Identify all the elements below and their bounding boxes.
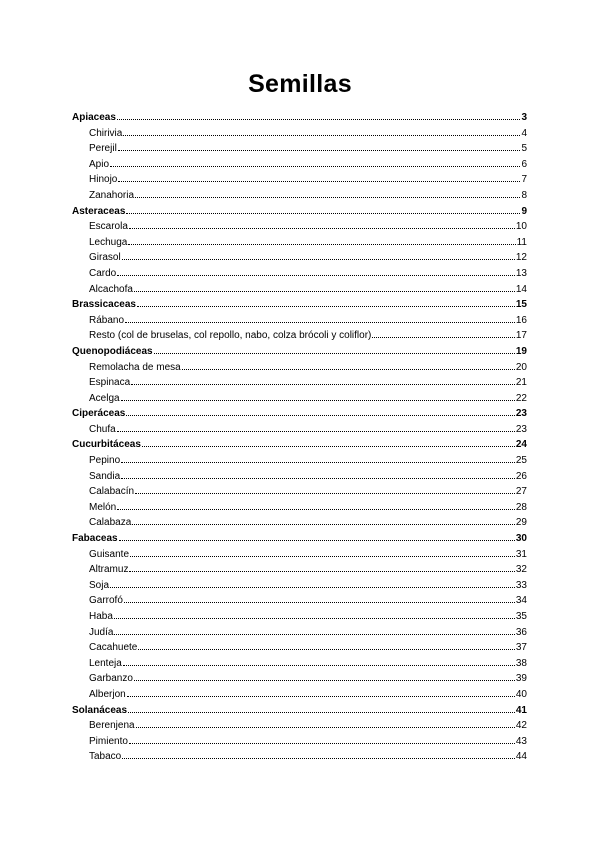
dot-leader: [138, 649, 515, 650]
toc-page-number: 4: [521, 127, 527, 139]
toc-page-number: 35: [515, 611, 527, 622]
toc-entry[interactable]: [72, 250, 527, 266]
dot-leader: [142, 446, 515, 447]
dot-leader: [134, 291, 515, 292]
toc-entry[interactable]: [72, 593, 527, 609]
dot-leader: [117, 509, 515, 510]
toc-entry-label: Asteraceas: [72, 205, 126, 217]
toc-entry[interactable]: [72, 328, 527, 344]
toc-section-entry[interactable]: [72, 344, 527, 360]
table-of-contents: [72, 110, 527, 765]
toc-entry-label: Perejil: [89, 143, 117, 155]
dot-leader: [124, 602, 515, 603]
toc-entry[interactable]: [72, 375, 527, 391]
toc-entry-label: Berenjena: [89, 720, 135, 732]
toc-entry[interactable]: [72, 313, 527, 329]
toc-section-entry[interactable]: [72, 406, 527, 422]
toc-entry-label: Tabaco: [89, 751, 122, 763]
toc-entry-label: Garbanzo: [89, 673, 133, 685]
dot-leader: [118, 181, 520, 182]
toc-entry[interactable]: [72, 422, 527, 438]
toc-section-entry[interactable]: [72, 297, 527, 313]
dot-leader: [118, 150, 521, 151]
toc-entry-label: Ciperáceas: [72, 408, 126, 420]
toc-page-number: 13: [515, 267, 527, 279]
toc-entry-label: Cardo: [89, 267, 117, 279]
toc-entry[interactable]: [72, 172, 527, 188]
toc-page-number: 20: [515, 361, 527, 373]
dot-leader: [182, 369, 515, 370]
toc-page-number: 21: [515, 377, 527, 389]
toc-page-number: 39: [515, 673, 527, 685]
toc-page-number: 3: [521, 112, 527, 123]
toc-entry-label: Rábano: [89, 314, 125, 326]
toc-page-number: 15: [515, 299, 527, 311]
toc-entry[interactable]: [72, 484, 527, 500]
toc-entry-label: Cucurbitáceas: [72, 439, 141, 451]
toc-entry[interactable]: [72, 515, 527, 531]
toc-entry[interactable]: [72, 235, 527, 251]
toc-entry[interactable]: [72, 453, 527, 469]
toc-entry[interactable]: [72, 266, 527, 282]
dot-leader: [122, 758, 515, 759]
toc-page-number: 26: [515, 470, 527, 482]
toc-page-number: 22: [515, 392, 527, 404]
toc-entry[interactable]: [72, 562, 527, 578]
toc-entry[interactable]: [72, 157, 527, 173]
dot-leader: [119, 540, 515, 541]
toc-entry-label: Girasol: [89, 252, 121, 264]
toc-entry[interactable]: [72, 718, 527, 734]
toc-page-number: 36: [515, 626, 527, 638]
toc-page-number: 23: [515, 408, 527, 420]
dot-leader: [110, 587, 515, 588]
toc-entry[interactable]: [72, 391, 527, 407]
toc-page-number: 34: [515, 595, 527, 607]
toc-page-number: 29: [515, 517, 527, 529]
toc-page-number: 10: [515, 221, 527, 233]
toc-entry-label: Altramuz: [89, 564, 129, 576]
toc-entry[interactable]: [72, 625, 527, 641]
dot-leader: [114, 618, 515, 619]
toc-entry-label: Cacahuete: [89, 642, 138, 654]
dot-leader: [129, 228, 515, 229]
toc-entry-label: Garrofó: [89, 595, 123, 607]
toc-entry-label: Espinaca: [89, 377, 131, 389]
dot-leader: [121, 462, 515, 463]
dot-leader: [131, 384, 515, 385]
toc-page-number: 9: [521, 205, 527, 217]
toc-page-number: 40: [515, 688, 527, 700]
toc-page-number: 6: [521, 158, 527, 170]
toc-section-entry[interactable]: [72, 531, 527, 547]
toc-page-number: 28: [515, 501, 527, 513]
toc-entry[interactable]: [72, 547, 527, 563]
dot-leader: [130, 556, 515, 557]
toc-page-number: 30: [515, 533, 527, 545]
toc-entry[interactable]: [72, 749, 527, 765]
toc-page-number: 16: [515, 314, 527, 326]
toc-entry[interactable]: [72, 671, 527, 687]
dot-leader: [117, 119, 521, 120]
toc-page-number: 8: [521, 189, 527, 201]
toc-entry[interactable]: [72, 360, 527, 376]
dot-leader: [129, 743, 515, 744]
toc-entry-label: Calabaza: [89, 517, 132, 529]
toc-entry[interactable]: [72, 687, 527, 703]
toc-entry[interactable]: [72, 640, 527, 656]
toc-entry[interactable]: [72, 469, 527, 485]
toc-section-entry[interactable]: [72, 110, 527, 126]
dot-leader: [117, 431, 515, 432]
toc-page-number: 11: [516, 236, 527, 248]
toc-entry-label: Melón: [89, 501, 117, 513]
toc-section-entry[interactable]: [72, 204, 527, 220]
toc-page-number: 37: [515, 642, 527, 654]
toc-entry[interactable]: [72, 734, 527, 750]
toc-page-number: 17: [515, 330, 527, 342]
toc-entry-label: Lechuga: [89, 236, 128, 248]
page-title: Semillas: [248, 70, 352, 98]
dot-leader: [132, 524, 515, 525]
toc-page-number: 44: [515, 751, 527, 763]
toc-entry[interactable]: [72, 282, 527, 298]
toc-entry-label: Pimiento: [89, 735, 128, 747]
toc-entry-label: Chufa: [89, 423, 116, 435]
dot-leader: [123, 665, 515, 666]
toc-page-number: 33: [515, 579, 527, 591]
toc-entry-label: Alcachofa: [89, 283, 133, 295]
toc-page-number: 41: [515, 704, 527, 716]
toc-page-number: 27: [515, 486, 527, 498]
toc-entry-label: Hinojo: [89, 174, 118, 186]
dot-leader: [135, 197, 520, 198]
dot-leader: [110, 166, 520, 167]
toc-entry-label: Haba: [89, 611, 113, 622]
toc-entry-label: Zanahoria: [89, 189, 135, 201]
dot-leader: [154, 353, 515, 354]
dot-leader: [372, 337, 515, 338]
dot-leader: [137, 306, 515, 307]
toc-section-entry[interactable]: [72, 437, 527, 453]
toc-entry[interactable]: [72, 609, 527, 625]
toc-entry[interactable]: [72, 188, 527, 204]
toc-page-number: 23: [515, 423, 527, 435]
toc-entry-label: Calabacín: [89, 486, 135, 498]
dot-leader: [136, 727, 515, 728]
toc-page-number: 32: [515, 564, 527, 576]
toc-entry[interactable]: [72, 578, 527, 594]
toc-page-number: 24: [515, 439, 527, 451]
toc-page-number: 43: [515, 735, 527, 747]
dot-leader: [121, 400, 515, 401]
dot-leader: [129, 571, 514, 572]
toc-entry-label: Resto (col de bruselas, col repollo, nabo, colza brócoli y coliflor): [89, 330, 372, 342]
toc-entry-label: Chirivia: [89, 127, 123, 139]
toc-entry-label: Remolacha de mesa: [89, 361, 181, 373]
toc-page-number: 38: [515, 657, 527, 669]
toc-entry-label: Guisante: [89, 548, 130, 560]
toc-entry-label: Judía: [89, 626, 114, 638]
toc-entry-label: Fabaceas: [72, 533, 118, 545]
toc-page-number: 5: [521, 143, 527, 155]
dot-leader: [128, 244, 515, 245]
toc-entry[interactable]: [72, 141, 527, 157]
dot-leader: [121, 478, 515, 479]
toc-page-number: 25: [515, 455, 527, 467]
toc-entry[interactable]: [72, 126, 527, 142]
toc-entry-label: Apiaceas: [72, 112, 116, 123]
toc-entry-label: Acelga: [89, 392, 120, 404]
toc-entry-label: Escarola: [89, 221, 128, 233]
dot-leader: [125, 322, 515, 323]
dot-leader: [122, 259, 515, 260]
dot-leader: [114, 634, 514, 635]
toc-entry-label: Alberjon: [89, 688, 126, 700]
dot-leader: [135, 493, 515, 494]
toc-section-entry[interactable]: [72, 703, 527, 719]
toc-entry-label: Apio: [89, 158, 110, 170]
toc-page-number: 19: [515, 345, 527, 357]
dot-leader: [127, 696, 515, 697]
toc-entry-label: Pepino: [89, 455, 121, 467]
toc-entry-label: Sandia: [89, 470, 121, 482]
dot-leader: [117, 275, 515, 276]
dot-leader: [123, 135, 520, 136]
toc-entry-label: Soja: [89, 579, 110, 591]
toc-page-number: 7: [521, 174, 527, 186]
toc-page-number: 31: [515, 548, 527, 560]
dot-leader: [128, 712, 515, 713]
toc-entry-label: Brassicaceas: [72, 299, 136, 311]
toc-page-number: 12: [515, 252, 527, 264]
toc-entry[interactable]: [72, 500, 527, 516]
toc-page-number: 42: [515, 720, 527, 732]
toc-entry-label: Quenopodiáceas: [72, 345, 153, 357]
toc-entry[interactable]: [72, 656, 527, 672]
dot-leader: [126, 415, 515, 416]
dot-leader: [134, 680, 515, 681]
toc-entry[interactable]: [72, 219, 527, 235]
toc-entry-label: Lenteja: [89, 657, 122, 669]
toc-page-number: 14: [515, 283, 527, 295]
dot-leader: [126, 213, 520, 214]
toc-entry-label: Solanáceas: [72, 704, 128, 716]
